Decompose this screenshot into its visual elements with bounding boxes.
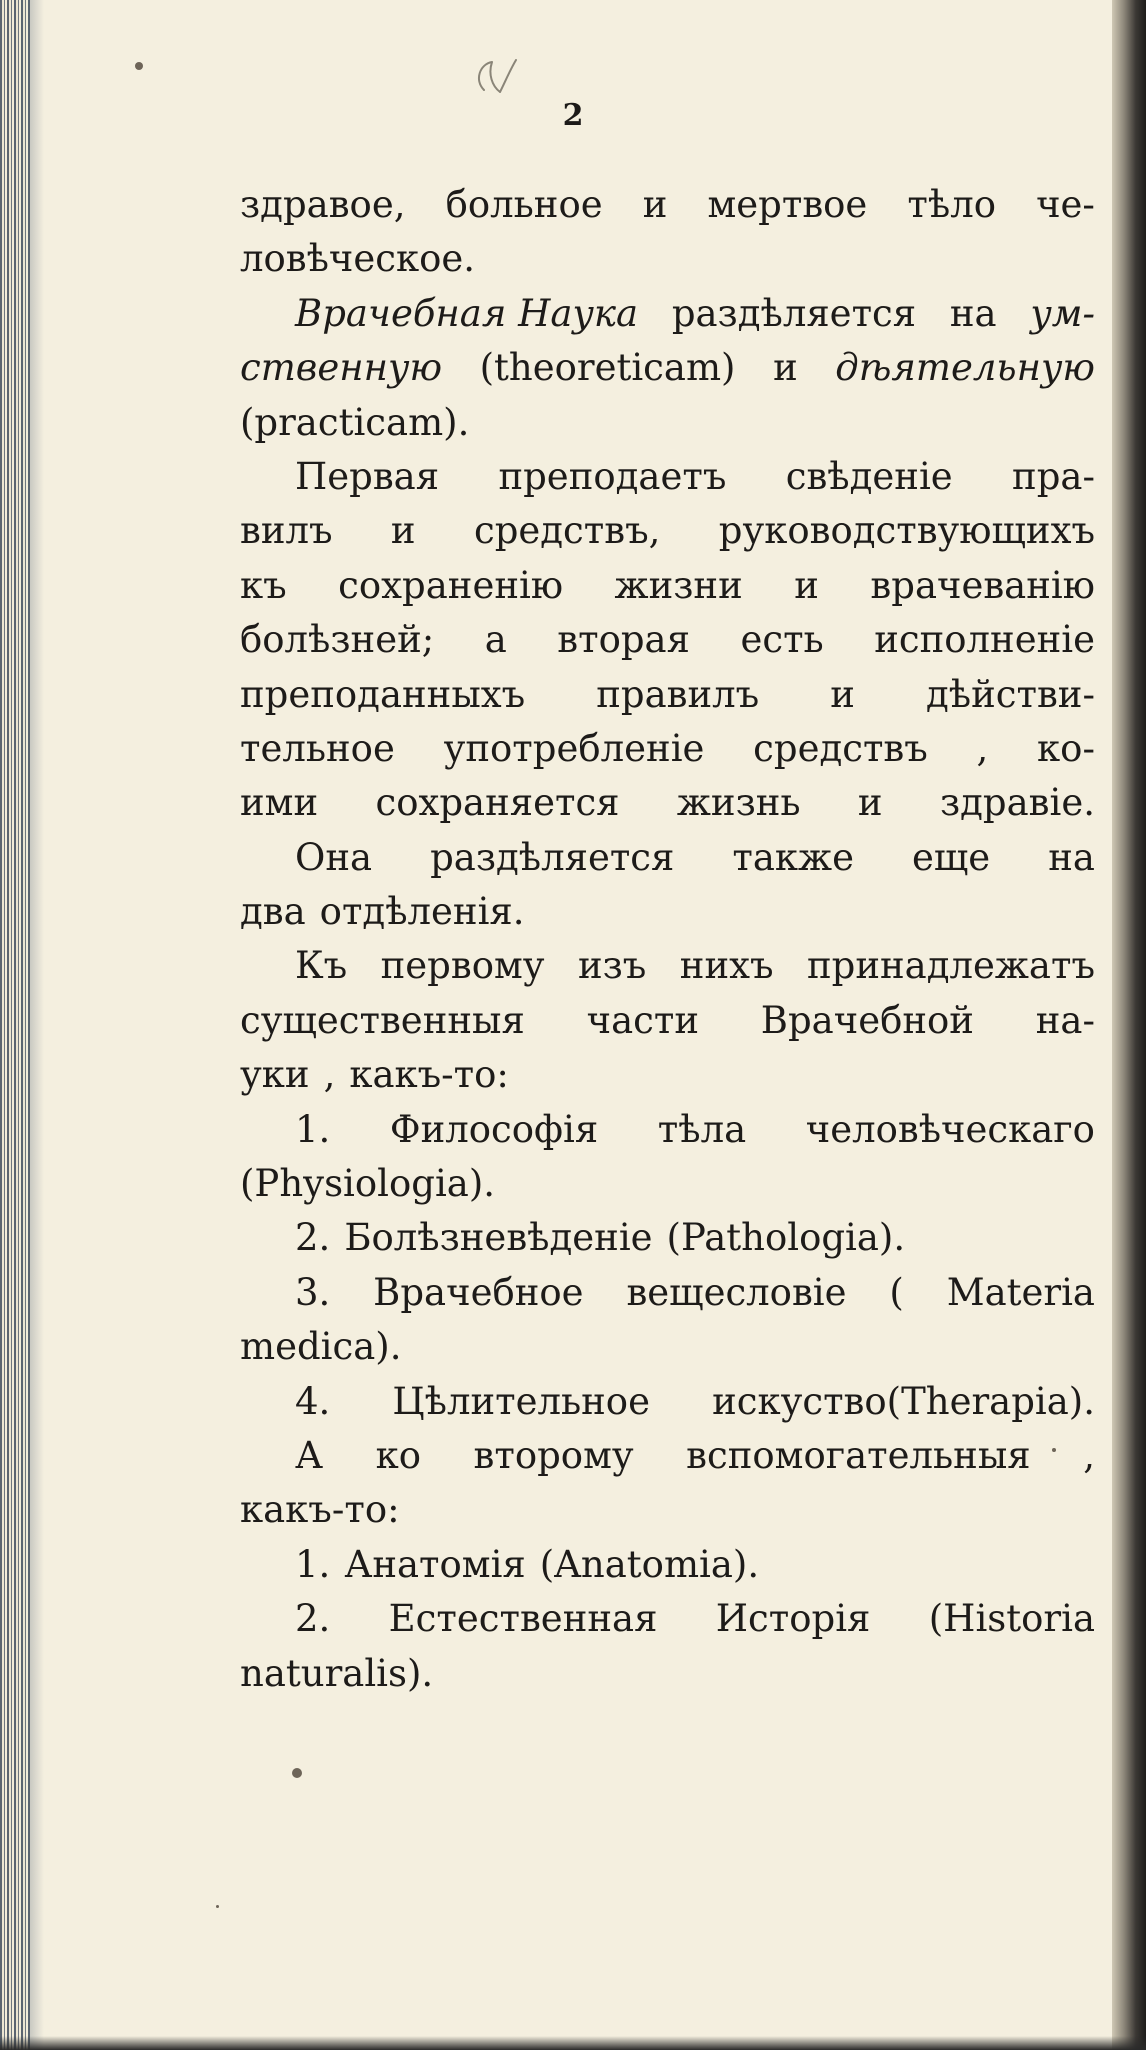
word: вторая bbox=[557, 618, 690, 662]
ink-speck bbox=[292, 1768, 302, 1778]
text-line bbox=[240, 613, 1095, 667]
word: 3. bbox=[295, 1270, 331, 1314]
word: 4. bbox=[295, 1379, 331, 1423]
word: есть bbox=[740, 618, 824, 662]
word: ственную bbox=[240, 346, 443, 390]
word: дѣятельную bbox=[835, 346, 1095, 390]
word: Къ bbox=[295, 944, 348, 988]
text-line bbox=[240, 776, 1095, 830]
word: ими bbox=[240, 781, 319, 825]
word: Естественная bbox=[388, 1597, 658, 1641]
word: и bbox=[642, 183, 668, 226]
word: руководствующихъ bbox=[718, 509, 1095, 553]
binding-edge bbox=[0, 0, 30, 2050]
word: ко bbox=[375, 1433, 421, 1477]
word: (Pathologia). bbox=[666, 1216, 906, 1260]
word: употребленіе bbox=[443, 726, 705, 770]
text-line bbox=[240, 1157, 1095, 1211]
word: Исторія bbox=[715, 1597, 871, 1641]
word: вспомогательныя bbox=[686, 1433, 1031, 1477]
text-line bbox=[240, 668, 1095, 722]
word: болѣзней; bbox=[240, 618, 435, 662]
word: исполненіе bbox=[874, 618, 1095, 662]
word: части bbox=[586, 998, 699, 1042]
word: дѣйстви- bbox=[926, 672, 1095, 716]
word: и bbox=[857, 781, 883, 825]
word: на bbox=[1048, 835, 1095, 879]
word: здравое, bbox=[240, 183, 406, 226]
word: искуство(Therapia). bbox=[712, 1379, 1095, 1423]
word: средствъ bbox=[753, 726, 928, 770]
word: че- bbox=[1036, 183, 1095, 226]
word: тѣло bbox=[907, 183, 996, 226]
word: и bbox=[794, 563, 819, 607]
scan-bottom-edge bbox=[0, 2036, 1146, 2050]
word: жизни bbox=[614, 563, 743, 607]
word: сохраненію bbox=[338, 563, 564, 607]
word: какъ-то: bbox=[240, 1488, 400, 1532]
word: уки bbox=[240, 1053, 310, 1097]
word: изъ bbox=[577, 944, 647, 988]
text-line bbox=[295, 1375, 1095, 1429]
word: вещесловіе bbox=[626, 1270, 847, 1314]
word: и bbox=[773, 346, 798, 390]
word: мертвое bbox=[707, 183, 868, 226]
word: а bbox=[484, 618, 507, 662]
text-line bbox=[240, 1483, 1095, 1537]
word: , bbox=[323, 1053, 336, 1097]
word: (practicam). bbox=[240, 400, 470, 444]
text-line bbox=[240, 1048, 1095, 1102]
text-line bbox=[240, 994, 1095, 1048]
text-line bbox=[295, 1592, 1095, 1646]
word: ловѣческое. bbox=[240, 237, 476, 281]
word: тѣла bbox=[657, 1107, 747, 1151]
text-line bbox=[295, 831, 1095, 885]
word: еще bbox=[912, 835, 991, 879]
word: 1. bbox=[295, 1542, 331, 1586]
page-number: 2 bbox=[562, 98, 584, 133]
word: раздѣляется bbox=[430, 835, 675, 879]
word: ( bbox=[889, 1270, 904, 1314]
text-line bbox=[295, 287, 1095, 341]
word: ко- bbox=[1037, 726, 1095, 770]
text-line bbox=[240, 559, 1095, 613]
word: Философія bbox=[389, 1107, 599, 1151]
word: и bbox=[390, 509, 416, 553]
word: два bbox=[240, 890, 306, 934]
word: Materia bbox=[946, 1270, 1095, 1314]
word: Врачебной bbox=[760, 998, 974, 1042]
word: средствъ, bbox=[473, 509, 661, 553]
word: ум- bbox=[1030, 291, 1095, 335]
word: также bbox=[732, 835, 854, 879]
text-line bbox=[240, 178, 1095, 232]
word: второму bbox=[473, 1433, 634, 1477]
text-line bbox=[240, 396, 1095, 450]
text-line bbox=[240, 341, 1095, 395]
word: какъ-то: bbox=[349, 1053, 509, 1097]
word: А bbox=[295, 1433, 324, 1477]
word: Болѣзневѣденіе bbox=[344, 1216, 653, 1260]
text-line bbox=[295, 1266, 1095, 1320]
ink-speck bbox=[135, 62, 143, 70]
word: отдѣленія. bbox=[319, 890, 525, 934]
word: сохраняется bbox=[375, 781, 620, 825]
word: пра- bbox=[1012, 454, 1095, 498]
word: medica). bbox=[240, 1325, 402, 1369]
word: принадлежатъ bbox=[806, 944, 1095, 988]
word: нихъ bbox=[679, 944, 774, 988]
word: 2. bbox=[295, 1597, 331, 1641]
word: 2. bbox=[295, 1216, 331, 1260]
ink-speck bbox=[1052, 1448, 1056, 1452]
word: Врачебная Наука bbox=[295, 291, 639, 335]
word: свѣденіе bbox=[785, 454, 953, 498]
word: врачеванію bbox=[870, 563, 1095, 607]
text-line bbox=[240, 1320, 1095, 1374]
word: раздѣляется bbox=[671, 291, 917, 335]
text-line bbox=[240, 885, 1095, 939]
binding-shadow bbox=[30, 0, 44, 2050]
word: naturalis). bbox=[240, 1651, 434, 1695]
word: Она bbox=[295, 835, 373, 879]
word: (Anatomia). bbox=[539, 1542, 760, 1586]
text-line bbox=[295, 939, 1095, 993]
text-line bbox=[295, 1211, 1095, 1265]
word: вилъ bbox=[240, 509, 333, 553]
text-line bbox=[295, 450, 1095, 504]
scan-edge bbox=[1112, 0, 1146, 2050]
word: Первая bbox=[295, 454, 440, 498]
text-line bbox=[240, 232, 1095, 286]
page-body-text bbox=[240, 178, 1095, 1701]
word: преподанныхъ bbox=[240, 672, 526, 716]
word: 1. bbox=[295, 1107, 331, 1151]
word: существенныя bbox=[240, 998, 525, 1042]
word: здравіе. bbox=[939, 781, 1095, 825]
text-line bbox=[240, 1647, 1095, 1701]
text-line bbox=[295, 1103, 1095, 1157]
word: (Historia bbox=[928, 1597, 1095, 1641]
ink-speck bbox=[216, 1905, 219, 1908]
word: на- bbox=[1035, 998, 1095, 1042]
word: жизнь bbox=[676, 781, 801, 825]
word: правилъ bbox=[596, 672, 760, 716]
word: (Physiologia). bbox=[240, 1162, 496, 1206]
word: человѣческаго bbox=[805, 1107, 1095, 1151]
word: къ bbox=[240, 563, 287, 607]
word: Врачебное bbox=[373, 1270, 584, 1314]
text-line bbox=[295, 1429, 1095, 1483]
word: Анатомія bbox=[344, 1542, 526, 1586]
word: преподаетъ bbox=[498, 454, 727, 498]
word: и bbox=[830, 672, 855, 716]
word: больное bbox=[445, 183, 603, 226]
text-line bbox=[240, 722, 1095, 776]
word: , bbox=[1083, 1433, 1095, 1477]
word: (theoreticam) bbox=[479, 346, 736, 390]
text-line bbox=[240, 504, 1095, 558]
word: Цѣлительное bbox=[392, 1379, 650, 1423]
word: тельное bbox=[240, 726, 395, 770]
pencil-mark-icon bbox=[470, 52, 522, 104]
word: на bbox=[949, 291, 997, 335]
text-line bbox=[295, 1538, 1095, 1592]
word: первому bbox=[380, 944, 545, 988]
word: , bbox=[976, 726, 989, 770]
